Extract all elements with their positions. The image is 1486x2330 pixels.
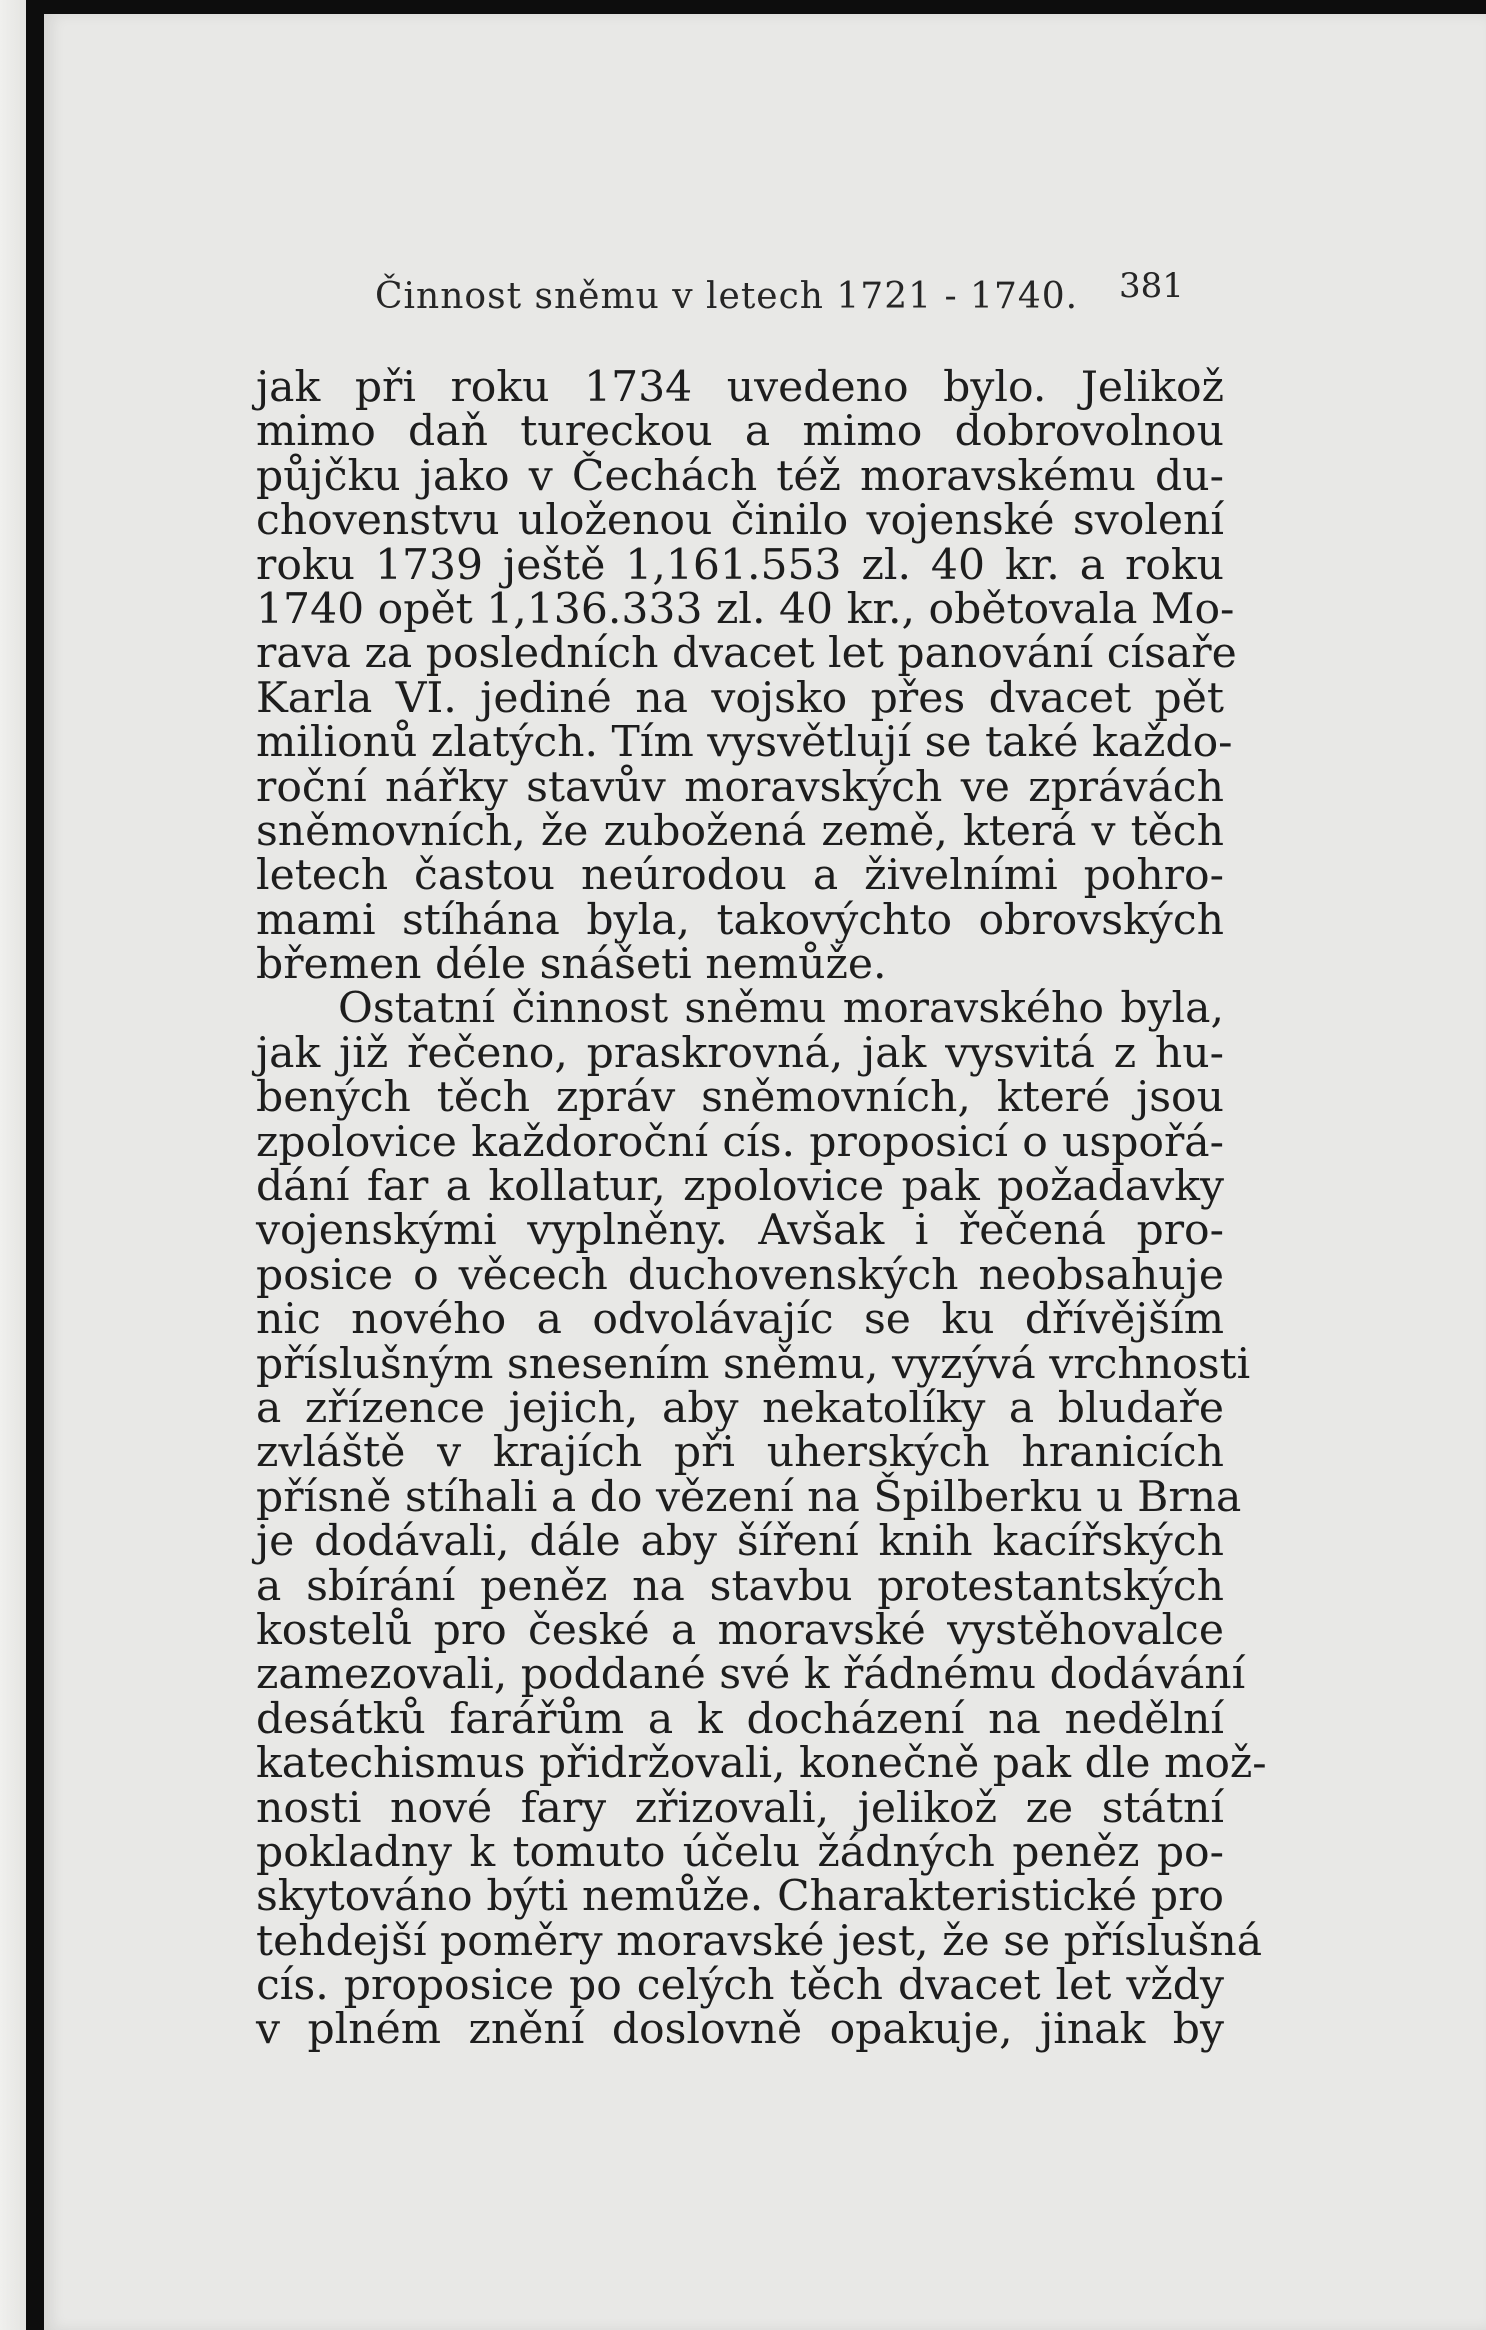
text-line: nosti nové fary zřizovali, jelikož ze státní <box>256 1783 1224 1833</box>
text-line: roční nářky stavův moravských ve zprávách <box>256 762 1224 812</box>
text-line: mami stíhána byla, takovýchto obrovských <box>256 895 1224 945</box>
text-line: sněmovních, že zubožená země, která v těch <box>256 806 1224 856</box>
text-line: dání far a kollatur, zpolovice pak požadavky <box>256 1162 1224 1212</box>
text-line: nic nového a odvolávajíc se ku dřívějším <box>256 1295 1224 1345</box>
body-text <box>256 363 1267 2055</box>
text-line: chovenstvu uloženou činilo vojenské svolení <box>256 496 1224 546</box>
text-line: a zřízence jejich, aby nekatolíky a bludaře <box>256 1383 1224 1433</box>
text-line: skytováno býti nemůže. Charakteristické pro <box>256 1872 1224 1922</box>
text-line: posice o věcech duchovenských neobsahuje <box>256 1250 1224 1300</box>
text-line: půjčku jako v Čechách též moravskému du- <box>256 451 1224 501</box>
adjacent-page-edge <box>0 0 26 2330</box>
text-line: jak již řečeno, praskrovná, jak vysvitá z hu- <box>256 1028 1224 1078</box>
text-line: mimo daň tureckou a mimo dobrovolnou <box>256 407 1224 457</box>
text-line: rava za posledních dvacet let panování císaře <box>256 629 1237 679</box>
text-line: břemen déle snášeti nemůže. <box>256 940 887 990</box>
text-line: desátků farářům a k docházení na nedělní <box>256 1694 1224 1744</box>
text-line: zamezovali, poddané své k řádnému dodávání <box>256 1650 1246 1700</box>
text-line: je dodávali, dále aby šíření knih kacířských <box>256 1517 1224 1567</box>
text-line: jak při roku 1734 uvedeno bylo. Jelikož <box>256 363 1224 412</box>
page-number: 381 <box>1119 266 1184 306</box>
text-line: letech častou neúrodou a živelními pohro- <box>256 851 1224 901</box>
text-line: roku 1739 ještě 1,161.553 zl. 40 kr. a roku <box>256 540 1224 590</box>
text-line: Karla VI. jediné na vojsko přes dvacet pět <box>256 673 1224 723</box>
text-line: cís. proposice po celých těch dvacet let vždy <box>256 1961 1224 2011</box>
text-line: vojenskými vyplněny. Avšak i řečená pro- <box>256 1206 1224 1256</box>
running-title: Činnost sněmu v letech 1721 - 1740. <box>375 276 1079 317</box>
text-line: zvláště v krajích při uherských hranicích <box>256 1428 1224 1478</box>
text-line: katechismus přidržovali, konečně pak dle mož- <box>256 1739 1267 1789</box>
text-line: pokladny k tomuto účelu žádných peněz po- <box>256 1827 1224 1877</box>
text-line: zpolovice každoroční cís. proposicí o uspořá- <box>256 1117 1224 1167</box>
text-line: tehdejší poměry moravské jest, že se příslušná <box>256 1916 1263 1966</box>
text-line: milionů zlatých. Tím vysvětlují se také každo- <box>256 718 1233 768</box>
paragraph-start-line: Ostatní činnost sněmu moravského byla, <box>338 984 1224 1034</box>
text-line: kostelů pro české a moravské vystěhovalce <box>256 1605 1224 1655</box>
book-page <box>44 14 1486 2330</box>
text-line: bených těch zpráv sněmovních, které jsou <box>256 1073 1224 1123</box>
text-line: 1740 opět 1,136.333 zl. 40 kr., obětovala Mo- <box>256 584 1235 634</box>
text-line: v plném znění doslovně opakuje, jinak by <box>256 2005 1224 2055</box>
text-line: a sbírání peněz na stavbu protestantských <box>256 1561 1224 1611</box>
text-line: přísně stíhali a do vězení na Špilberku u Brna <box>256 1472 1242 1522</box>
text-line: příslušným snesením sněmu, vyzývá vrchnosti <box>256 1339 1251 1389</box>
